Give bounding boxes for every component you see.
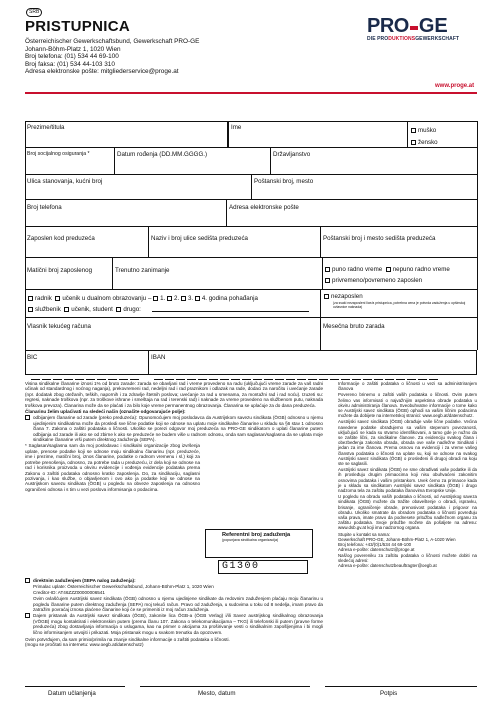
checkbox-sepa[interactable] [25,578,30,583]
datum-rodj-label: Datum rođenja (DD.MM.GGGG.) [117,151,208,158]
privacy-p4: U pogledu na obradu vaših podataka o ličnosti, od Austrijskog saveza sindikata (ÖGB) možete da tražite obaveštenje o obradi, ispravku, brisanje, ograničenje obrade, prenosivost podataka i prigovor na obradu. Ukoliko smatrate da obradom podataka o ličnosti povređuju vaša prava, imate pravo da podnesete pritužbu nadležnom organu za zaštitu podataka. Svoje pritužbe možete da pošaljete na adresu: www.dsb.gv.at koji ima nadzornog organa. [338,494,477,531]
col-line [25,121,26,350]
mesto-line[interactable] [140,686,310,687]
checkbox-female[interactable] [411,140,416,145]
row-line [25,199,477,200]
row-line [25,226,477,227]
checkbox-male[interactable] [411,128,416,133]
org-address [25,38,199,76]
postanski-pred-label: Poštanski broj i mesto sedišta preduzeća [323,235,436,242]
col-line [407,121,408,147]
col-line [320,317,321,350]
postanski-label: Poštanski broj, mesto [254,178,314,185]
status-row-1: radnik učenik u dualnom obrazovanju – 1. 2. 3. 4. godina pohađanja [28,295,258,302]
col-line [322,257,323,289]
checkbox-radnik[interactable] [28,296,33,301]
left-text-column [25,381,323,493]
ref-sub: (popunjava sindikalna organizacija) [222,538,279,542]
left-text-column-2 [25,578,323,648]
page-title: PRISTUPNICA [25,18,130,35]
row-line [25,289,477,290]
privacy-address: Gewerkschaft PRO-GE, Johann-Böhm-Platz 1, A-1020 Wien [338,536,456,542]
radno-vreme-row: puno radno vreme nepuno radno vreme [325,266,450,273]
mesecna-label: Mesečna bruto zarada [323,323,385,330]
reference-box [205,529,313,558]
privacy-officer-email: Adresa e-pošte: datenschutzbeauftragter@oegb.at [338,562,437,568]
privacy-p1: Povereno brinemo o zaštiti vaših podataka o ličnosti. Ovim putem želimo vas informisati o najvažnijim aspektima obrade podataka u okviru administriranja članova. Sveobuhvatne informacije o tome kako se Austrijski savez sindikata (ÖGB) ophodi sa vašim ličnim podacima možete da dobijete na internetskoj stranici: www.oegb.at/datenschutz. [338,392,477,419]
privacy-p2: Austrijski savez sindikata (ÖGB) obrađuje vaše lične podatke. Većina navedene podatke obrađujemo sa vašim stepenom povezanosti, uključujući se kada su stvarno identifikovani, a tamo gde je nužno da se zaštite lični, za sindikalne članove. Za evidenciju svakog člana i obezbeđenja zakonita obrada, obrada ove vaše nadležne Sindikati i jedan za ime članova. Prema osnovu na evidenciji i za vreme vašeg članstva podataka o ličnosti na uplate su, koji se odnose na svakog Austrijski savez sindikata (ÖGB) o prosleđeni ili drugoj obradi na koju ste se saglasili. [338,419,477,467]
checkbox-god4[interactable] [195,296,200,301]
row-line [25,147,477,148]
right-text-column [338,381,477,568]
option-sepa: direktnim zaduženjem (SEPA nalog zaduženja): [25,578,323,583]
checkbox-puno[interactable] [325,267,330,272]
confirm-link: (mogu se pročitati na internetu: www.oegb.at/datenschutz) [25,642,144,648]
ulica-label: Ulica stanovanja, kućni broj [27,178,103,185]
broj-soc-label: Broj socijalnog osiguranja * [27,151,90,157]
sepa-text: Ovim ovlašćujem Austrijski savez sindikata (ÖGB) odnosno u njemu ujedinjene sindikate da redovnim zaduženjem plaćaju moju članarinu u pogledu članarine putem direktnog zaduženja (SEPA) moj tekući račun. Pravo od zaduženja, u sudovima u toku od 8 nedelja, imam pravo da zatražim povraćaj iznosa plaćene članarine koji će se primeniti iz moj račun zaduženja. [33,596,323,613]
privacy-contact: Stupite u kontakt sa nama: [338,531,390,537]
status-row-2: službenik učenik, student drugo: [28,306,141,313]
col-line [251,174,252,199]
sepa-recipient: Primalac uplate: Österreichischer Gewerkschaftsbund, Johann-Böhm-Platz 1, 1020 Wien [33,584,214,590]
row-line [25,121,477,122]
logo-pro-text: PRO [367,15,409,37]
vlasnik-label: Vlasnik tekućeg računa [27,323,91,330]
header-divider [25,92,477,94]
col-line [148,226,149,257]
privacy-email: Adresa e-pošte: datenschutz@proge.at [338,547,415,553]
datum-rodj-input[interactable] [118,162,228,180]
col-line [477,121,478,350]
privacy-phone: Broj telefona: +43/(0)1/534 44 69-100 [338,542,412,548]
bic-label: BIC [27,354,38,361]
drugo-input[interactable] [152,311,309,312]
col-line [320,226,321,257]
privremeno-row: privremeno/povremeno zaposlen [325,277,422,284]
website-url[interactable]: www.proge.at [435,83,475,89]
poslodavac-label: Zaposlen kod preduzeća [27,235,95,242]
ref-label: Referentni broj zaduženja [222,532,291,538]
org-line: Österreichischer Gewerkschaftsbund, Gewerkschaft PRO-GE [25,38,200,45]
potpis-line[interactable] [325,686,477,687]
ref-value: G1300 [218,560,308,574]
datum-line[interactable] [25,686,125,687]
checkbox-drugo[interactable] [116,307,121,312]
telefon-label: Broj telefona [27,204,62,211]
checkbox-god3[interactable] [181,296,186,301]
checkbox-god2[interactable] [167,296,172,301]
iban-label: IBAN [151,354,166,361]
potpis-label: Potpis [380,690,398,697]
col-line [226,199,227,226]
org-line: Adresa elektronske pošte: mitgliederservice@proge.at [25,68,179,75]
proge-logo [367,15,477,42]
sepa-creditor: Creditor-ID: AT46ZZZ00000006541 [33,589,105,595]
trenutno-label: Trenutno zanimanje [115,267,170,274]
mesto-label: Mesto, datum [198,690,236,697]
option-salary-consent: * Saglasan/saglasna sam da moj poslodavac i sindikalni organizacije zbog izvršenja uplate, prenose podatke koji se odnose moju sindikalnu članarinu (npr. preduzeće, ime i prezime, matični broj, iznos članarine, podatke o radnom vremenu i sl.) koji za potrebe prenošenja, odnosno, za potrebe rada u preduzeću, iz dela koji se odnose na rad i korisnika proizvoda u okviru evidencije i vođenja evidencije podataka prema Zakonu o zaštiti podataka odnosno kratko zaposlenja. Do, za sindikaciju, saglasni pozivanja, i kao službe, o objavljenom i ovo ako ja podatke koji se odnose na Austrijskom savezu sindikata (ÖGB) u pogledu na obveze zaposlenja na odnosno ograničeni odnosa i s tim u vezi poslova informisanja o podacima. [25,443,200,492]
option-salary: odbijanjem članarine od zarade (preko preduzeća): Opunomoćujem moj poslodavca da Austrijskom savezu sindikata (ÖGB) odnosno u njemu ujedinjenim sindikatima može da prosledi sve lične podatke koji se odnose na uplatu moje sindikalne članarine u skladu sa §6 stav 1 odnosno člana 7. Zakona o zaštiti podataka o ličnosti. Ukoliko se porezi odgovor moj preduzeća na PRO-GE sindikatom o uplati članarine putem odbijanja od zarade ili ako se od zbirne k ako se preduzeće ne budem više u radnom odnosu, onda sam saglasan/saglasna da se uplata moje sindikalne članarine vrši putem direktnog zaduženja (SEPA). [25,415,323,442]
checkbox-nezaposlen[interactable] [324,294,329,299]
checkbox-god1[interactable] [153,296,158,301]
fee-paragraph: Visina sindikalne članarine iznosi 1% od bruto zarade: zarada se obavljani rad i vreme provedeno na radu (uključujući vreme zarade za vaš radni učinak od standardnog i noćnog naganja), prekovremeni rad, nedeljni rad i rad praznikom i odlazak na rade, dodaci za naročitu i uvećanje zarade (npr. dodatak zbog otežanih, teških, napornih i za zdravlje štetnih poslova; uvećanje za rad u smenama, za montažni rad i rad noću). Izuzeti su: regresi, naknade troškova (npr. za troškove ishrane i smeštaja na rad i terenski rad) i naknade za vreme provedeno na službenom putu, naknada troškova prevoza). Članarina može da se plaćati i za bilo koje vreme permanentnog obrazovanja. Članarina se uplaćuje za do dana preduzeća. [25,381,323,408]
gender-female[interactable]: žensko [411,139,438,146]
privacy-p3: Austrijski savez sindikata (ÖGB) ne sme obrađivati vaše podatke ili da ih prosleđuju drugim primaocima koji nisu obuhvaćeni zakonitim osnovima podataka i vašim pristankom. Uvek ćemo za primaoce kada je u skladu sa sindikatom Austrijski savez sindikata (ÖGB) i drugo nadzorna tela za zaštitu podataka članovima Evropske Unije. [338,467,477,494]
checkbox-ucenik-student[interactable] [64,307,69,312]
checkbox-nepuno[interactable] [386,267,391,272]
privacy-heading: Informacije o zaštiti podataka o ličnosti u vezi sa administriranjem članova [338,381,477,392]
org-line: Johann-Böhm-Platz 1, 1020 Wien [25,45,121,53]
org-line: Broj telefona: (01) 534 44 69-100 [25,53,119,60]
gender-male[interactable]: muško [411,127,436,134]
col-line [270,147,271,174]
nezaposlen-row: nezaposlen [324,293,363,300]
prezime-label: Prezime/titula [27,124,65,131]
logo-ge-text: GE [418,15,448,37]
col-line [114,147,115,174]
checkbox-contact[interactable] [25,613,30,618]
confirm-text: Ovim potvrđujem, da sam primio/primila na znanje sindikalne informacije o zaštiti podataka o ličnosti. [25,637,230,643]
col-line [228,121,229,147]
datum-label: Datum učlanjenja [48,690,96,697]
ime-label: Ime [231,124,242,131]
checkbox-sluzbenik[interactable] [28,307,33,312]
row-line [25,257,477,258]
payment-intro: Članarinu želim uplaćivati na sledeći način (označite odgovarajuće polje): [25,409,186,415]
checkbox-privremeno[interactable] [325,278,330,283]
col-line [148,350,149,375]
org-line: Broj faksa: (01) 534 44-103 310 [25,60,115,68]
logo-dash-icon [410,26,418,30]
col-line [112,257,113,289]
nezaposlen-note: (za svaki nezaposleni lice/a pristupnica, potrebna cena je potvrda zaduženja u opšinskoj ovlasnice naknada) [333,301,466,309]
privacy-officer: Naš/og povereniku za zaštitu podataka o ličnosti možete dobiti na sledećoj adresi: [338,552,477,563]
srb-badge: SRB [26,8,42,17]
col-line [320,289,321,317]
naziv-ulice-label: Naziv i broj ulice sedišta preduzeća [151,235,248,242]
maticni-label: Matični broj zaposlenog [27,267,93,274]
email-label: Adresa elektronske pošte [229,204,299,211]
drzavljanstvo-label: Državljanstvo [273,151,311,158]
row-line [25,317,477,318]
checkbox-ucenik-dual[interactable] [55,296,60,301]
checkbox-salary[interactable] [25,415,30,420]
option-contact: Dajem pristanak da Austrijski savez sindikata (ÖGB), zakonite lica ÖGB-a (ÖGB Verlag) i/ili Savez austrijskog sindikalnog obrazovanja (VÖGB) mogu kontaktirati i elektronskim putem (prema članu 107. Zakona o telekomunikacijama – TKG) ili telefonski ili putem (pravne forme preduzeća) zbog dostavljanja informacija o uslugama, kao na primer o akcijama za proširivanje vesti o sindikalnim zapošljenjima i bi mogli lično informisanjem usvojiti i prikazati. Moja pristanak mogu u svakom trenutku da opozovem. [25,613,323,635]
logo-subtitle: DIE PRODUKTIONSGEWERKSCHAFT [367,36,460,42]
